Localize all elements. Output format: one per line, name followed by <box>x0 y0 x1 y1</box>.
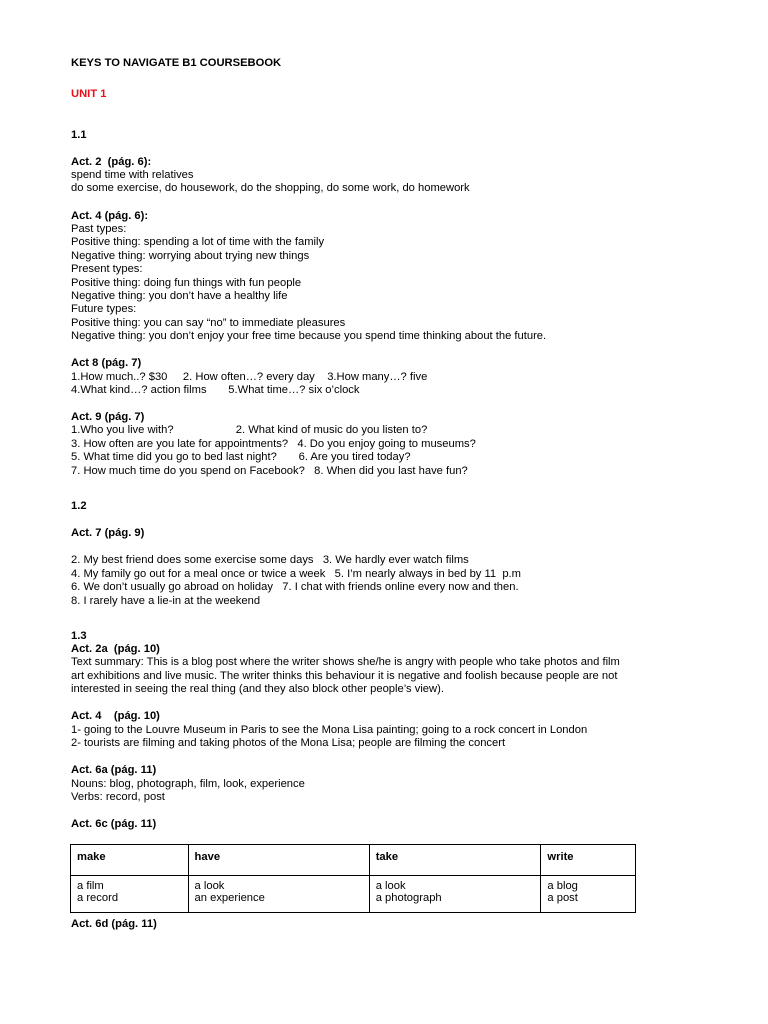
table-cell-item: a record <box>77 892 119 904</box>
table-header-cell: have <box>188 845 369 876</box>
table-cell <box>71 876 189 913</box>
section-heading-1-3: 1.3 <box>71 630 87 642</box>
section-heading-1-1: 1.1 <box>71 129 87 141</box>
table-cell-item: an experience <box>194 892 265 904</box>
act-8-line: 1.How much..? $30 2. How often…? every day 3.How many…? five <box>71 371 428 383</box>
table-cell-item: a post <box>547 892 578 904</box>
act-9-line: 5. What time did you go to bed last night? 6. Are you tired today? <box>71 451 411 463</box>
act-4-line: Negative thing: you don’t have a healthy life <box>71 290 288 302</box>
act-4-10-line: 1- going to the Louvre Museum in Paris to see the Mona Lisa painting; going to a rock concert in London <box>71 724 588 736</box>
table-cell-item: a blog <box>547 880 578 892</box>
act-6a-line: Nouns: blog, photograph, film, look, experience <box>71 778 305 790</box>
act-6a-line: Verbs: record, post <box>71 791 165 803</box>
act-7-line: 8. I rarely have a lie-in at the weekend <box>71 595 261 607</box>
act-4-line: Negative thing: worrying about trying new things <box>71 250 310 262</box>
act-7-line: 6. We don’t usually go abroad on holiday 7. I chat with friends online every now and then. <box>71 581 519 593</box>
act-4-line: Negative thing: you don’t enjoy your free time because you spend time thinking about the future. <box>71 330 547 342</box>
act-9-line: 7. How much time do you spend on Facebook? 8. When did you last have fun? <box>71 465 468 477</box>
table-cell <box>369 876 541 913</box>
act-2-line: spend time with relatives <box>71 169 194 181</box>
act-6c-title: Act. 6c (pág. 11) <box>71 818 157 830</box>
act-9-line: 3. How often are you late for appointments? 4. Do you enjoy going to museums? <box>71 438 476 450</box>
act-6d-title: Act. 6d (pág. 11) <box>71 918 157 930</box>
act-4-line: Past types: <box>71 223 127 235</box>
act-4-title: Act. 4 (pág. 6): <box>71 210 149 222</box>
act-4-line: Positive thing: doing fun things with fun people <box>71 277 302 289</box>
act-8-title: Act 8 (pág. 7) <box>71 357 142 369</box>
act-2a-title: Act. 2a (pág. 10) <box>71 643 160 655</box>
act-7-line: 2. My best friend does some exercise some days 3. We hardly ever watch films <box>71 554 469 566</box>
table-header-cell: make <box>71 845 189 876</box>
act-4-10-line: 2- tourists are filming and taking photos of the Mona Lisa; people are filming the concert <box>71 737 506 749</box>
table-header-row <box>71 845 636 876</box>
act-4-10-title: Act. 4 (pág. 10) <box>71 710 160 722</box>
act-4-line: Present types: <box>71 263 143 275</box>
act-2a-line: Text summary: This is a blog post where the writer shows she/he is angry with people who take photos and film <box>71 656 620 668</box>
act-6a-title: Act. 6a (pág. 11) <box>71 764 157 776</box>
act-2a-line: interested in seeing the real thing (and they also block other people’s view). <box>71 683 444 695</box>
act-4-line: Positive thing: spending a lot of time with the family <box>71 236 325 248</box>
table-cell <box>541 876 636 913</box>
table-header-cell: write <box>541 845 636 876</box>
act-2-title: Act. 2 (pág. 6): <box>71 156 152 168</box>
act-9-title: Act. 9 (pág. 7) <box>71 411 145 423</box>
unit-heading: UNIT 1 <box>71 88 107 100</box>
act-7-title: Act. 7 (pág. 9) <box>71 527 145 539</box>
act-9-line: 1.Who you live with? 2. What kind of music do you listen to? <box>71 424 428 436</box>
act-8-line: 4.What kind…? action films 5.What time…? six o’clock <box>71 384 360 396</box>
act-7-line: 4. My family go out for a meal once or twice a week 5. I’m nearly always in bed by 11 p.m <box>71 568 521 580</box>
section-heading-1-2: 1.2 <box>71 500 87 512</box>
table-row <box>71 876 636 913</box>
table-header-cell: take <box>369 845 541 876</box>
table-cell <box>188 876 369 913</box>
table-cell-item: a look <box>375 880 406 892</box>
table-cell-item: a film <box>77 880 104 892</box>
table-cell-item: a photograph <box>375 892 442 904</box>
document-title: KEYS TO NAVIGATE B1 COURSEBOOK <box>71 57 282 69</box>
act-2-line: do some exercise, do housework, do the shopping, do some work, do homework <box>71 182 470 194</box>
act-4-line: Positive thing: you can say “no” to immediate pleasures <box>71 317 346 329</box>
collocations-table <box>70 844 636 913</box>
table-cell-item: a look <box>194 880 225 892</box>
act-4-line: Future types: <box>71 303 137 315</box>
act-2a-line: art exhibitions and live music. The writer thinks this behaviour it is negative and foolish because people are not <box>71 670 618 682</box>
